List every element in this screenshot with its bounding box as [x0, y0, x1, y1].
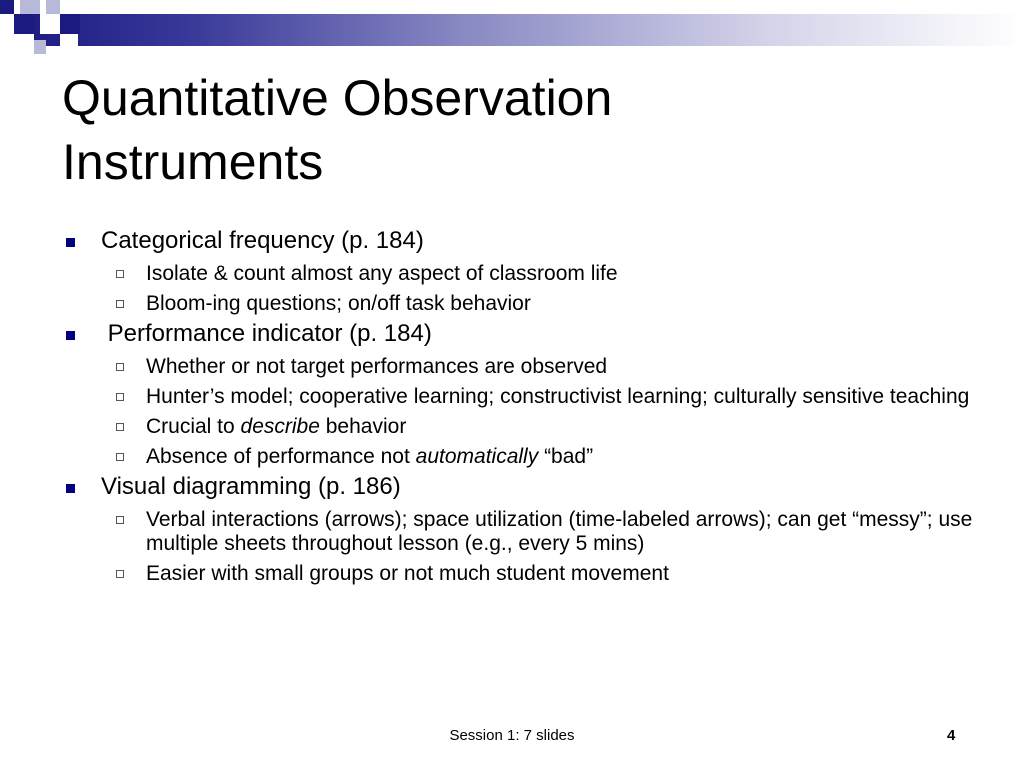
sub-bullet-text: Whether or not target performances are observed — [146, 355, 608, 378]
hollow-square-bullet-icon — [116, 300, 124, 308]
sub-bullet — [60, 562, 980, 586]
sub-bullet-text: Easier with small groups or not much student movement — [146, 562, 669, 585]
bullet-performance-indicator — [60, 319, 980, 349]
sub-bullet — [60, 262, 980, 286]
sub-bullet-text-post: behavior — [319, 415, 407, 438]
decor-square — [46, 0, 60, 14]
sub-bullet-text: Hunter’s model; cooperative learning; constructivist learning; culturally sensitive teaching — [146, 385, 970, 408]
sub-bullet-text: Isolate & count almost any aspect of classroom life — [146, 262, 618, 285]
decor-square — [20, 0, 40, 14]
filled-square-bullet-icon — [66, 238, 75, 247]
sub-bullet-text-pre: Crucial to — [146, 415, 241, 438]
page-number: 4 — [947, 727, 956, 744]
hollow-square-bullet-icon — [116, 453, 124, 461]
decor-square — [0, 0, 14, 14]
title-line-2: Instruments — [62, 134, 324, 190]
sub-bullet — [60, 445, 980, 469]
slide-title — [62, 66, 962, 194]
sub-bullet-text: Verbal interactions (arrows); space utilization (time-labeled arrows); can get “messy”; use multiple sheets throughout lesson (e.g., every 5 mins) — [146, 508, 973, 555]
bullet-text: Visual diagramming (p. 186) — [101, 473, 401, 500]
sub-bullet-emphasis: describe — [240, 415, 320, 438]
bullet-visual-diagramming — [60, 472, 980, 502]
filled-square-bullet-icon — [66, 484, 75, 493]
footer-text: Session 1: 7 slides — [449, 727, 575, 744]
decor-square — [40, 14, 60, 34]
hollow-square-bullet-icon — [116, 393, 124, 401]
bullet-categorical-frequency — [60, 226, 980, 256]
sub-bullet — [60, 355, 980, 379]
sub-bullet-text: Bloom-ing questions; on/off task behavior — [146, 292, 531, 315]
sub-bullet-emphasis: automatically — [415, 445, 539, 468]
decor-square — [60, 34, 78, 46]
hollow-square-bullet-icon — [116, 570, 124, 578]
bullet-text: Performance indicator (p. 184) — [101, 320, 432, 347]
decor-square — [14, 14, 34, 34]
sub-bullet — [60, 415, 980, 439]
header-gradient-bar — [14, 14, 1024, 46]
hollow-square-bullet-icon — [116, 270, 124, 278]
hollow-square-bullet-icon — [116, 516, 124, 524]
title-line-1: Quantitative Observation — [62, 70, 613, 126]
sub-bullet-text-pre: Absence of performance not — [146, 445, 416, 468]
hollow-square-bullet-icon — [116, 363, 124, 371]
hollow-square-bullet-icon — [116, 423, 124, 431]
sub-bullet — [60, 385, 980, 409]
sub-bullet — [60, 292, 980, 316]
filled-square-bullet-icon — [66, 331, 75, 340]
slide-body — [60, 223, 980, 586]
decor-square — [60, 14, 80, 34]
bullet-text: Categorical frequency (p. 184) — [101, 227, 424, 254]
decor-square — [34, 40, 46, 54]
sub-bullet — [60, 508, 980, 556]
decor-square — [14, 34, 34, 46]
sub-bullet-text-post: “bad” — [538, 445, 594, 468]
